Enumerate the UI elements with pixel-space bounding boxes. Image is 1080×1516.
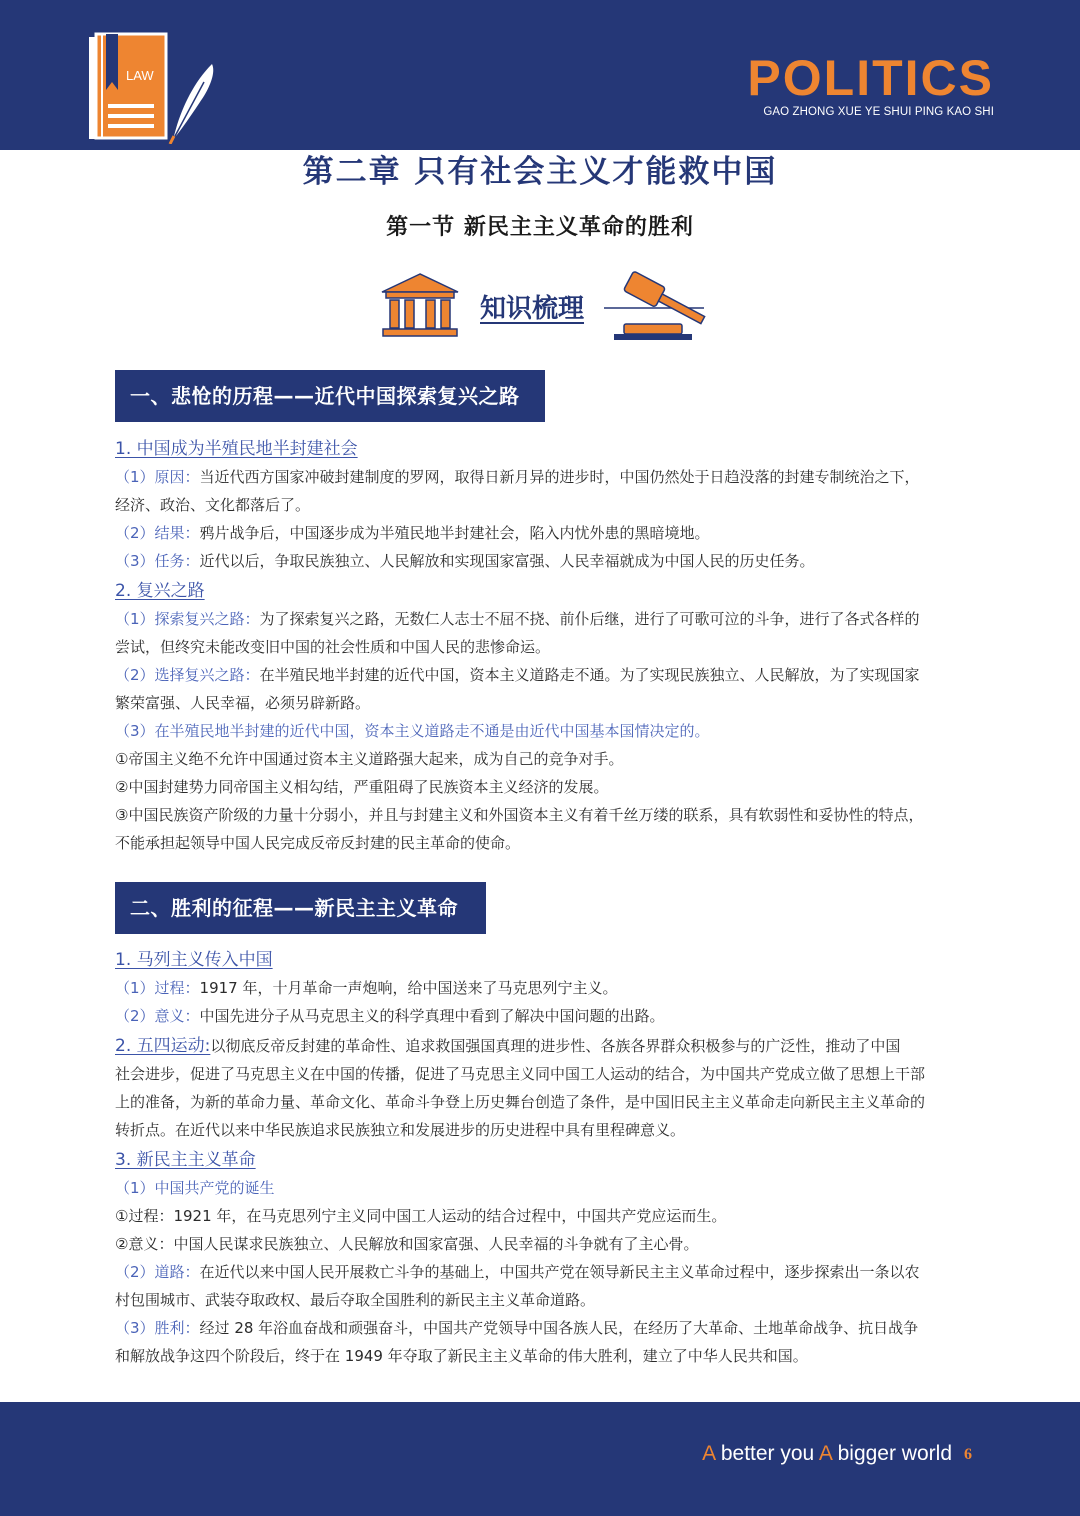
chapter-title: 第二章 只有社会主义才能救中国 <box>302 154 778 190</box>
text-victory-a: 经过 28 年浴血奋战和顽强奋斗，中国共产党领导中国各族人民，在经历了大革命、土地革命战争、抗日战争 <box>199 1319 919 1337</box>
section-banner-1: 一、悲怆的历程——近代中国探索复兴之路 <box>115 370 545 422</box>
text-task: 近代以后，争取民族独立、人民解放和实现国家富强、人民幸福就成为中国人民的历史任务。 <box>199 552 815 570</box>
heading-revival-road[interactable]: 2. 复兴之路 <box>115 581 205 601</box>
section-title: 第一节 新民主主义革命的胜利 <box>386 215 694 240</box>
text-may-fourth-b: 社会进步，促进了马克思主义在中国的传播，促进了马克思主义同中国工人运动的结合，为中国共产党成立做了思想上干部 <box>115 1065 926 1083</box>
heading-may-fourth[interactable]: 2. 五四运动: <box>115 1036 211 1056</box>
reason-2: ②中国封建势力同帝国主义相勾结，严重阻碍了民族资本主义经济的发展。 <box>115 778 609 796</box>
footer-slogan <box>702 1442 952 1466</box>
brand-title: POLITICS <box>747 50 994 106</box>
knowledge-heading <box>380 268 710 344</box>
label-meaning: （2）意义： <box>115 1007 200 1025</box>
label-victory: （3）胜利： <box>115 1319 200 1337</box>
text-may-fourth-c: 上的准备，为新的革命力量、革命文化、革命斗争登上历史舞台创造了条件，是中国旧民主主义革命走向新民主主义革命的 <box>115 1093 926 1111</box>
part1-content <box>115 435 967 857</box>
label-result: （2）结果： <box>115 524 200 542</box>
label-cause: （1）原因： <box>115 468 200 486</box>
heading-marxism[interactable]: 1. 马列主义传入中国 <box>115 950 273 970</box>
brand-subtitle: GAO ZHONG XUE YE SHUI PING KAO SHI <box>763 106 994 118</box>
heading-new-democratic[interactable]: 3. 新民主主义革命 <box>115 1150 256 1170</box>
slogan-a-1: A <box>702 1442 715 1465</box>
text-explore-b: 尝试，但终究未能改变旧中国的社会性质和中国人民的悲惨命运。 <box>115 638 551 656</box>
text-cpc-birth: （1）中国共产党的诞生 <box>115 1179 275 1197</box>
text-cause-a: 当近代西方国家冲破封建制度的罗网，取得日新月异的进步时，中国仍然处于日趋没落的封建专制统治之下， <box>199 468 920 486</box>
slogan-text-2: bigger world <box>831 1442 952 1465</box>
text-cause-b: 经济、政治、文化都落后了。 <box>115 496 311 514</box>
gavel-icon <box>604 268 712 342</box>
page-header <box>0 0 1080 150</box>
text-choose-b: 繁荣富强、人民幸福，必须另辟新路。 <box>115 694 371 712</box>
label-road: （2）道路： <box>115 1263 200 1281</box>
knowledge-label: 知识梳理 <box>480 294 585 324</box>
text-meaning: 中国先进分子从马克思主义的科学真理中看到了解决中国问题的出路。 <box>199 1007 665 1025</box>
text-result: 鸦片战争后，中国逐步成为半殖民地半封建社会，陷入内忧外患的黑暗境地。 <box>199 524 710 542</box>
reason-3a: ③中国民族资产阶级的力量十分弱小，并且与封建主义和外国资本主义有着千丝万缕的联系，具有软弱性和妥协性的特点， <box>115 806 924 824</box>
reason-1: ①帝国主义绝不允许中国通过资本主义道路强大起来，成为自己的竞争对手。 <box>115 750 624 768</box>
label-explore: （1）探索复兴之路： <box>115 610 260 628</box>
text-may-fourth-d: 转折点。在近代以来中华民族追求民族独立和发展进步的历史进程中具有里程碑意义。 <box>115 1121 686 1139</box>
reason-3b: 不能承担起领导中国人民完成反帝反封建的民主革命的使命。 <box>115 834 521 852</box>
section-banner-2: 二、胜利的征程——新民主主义革命 <box>115 882 486 934</box>
text-road-b: 村包围城市、武装夺取政权、最后夺取全国胜利的新民主主义革命道路。 <box>115 1291 596 1309</box>
courthouse-icon <box>380 272 460 338</box>
slogan-text-1: better you <box>715 1442 819 1465</box>
slogan-a-2: A <box>818 1442 832 1465</box>
label-choose: （2）选择复兴之路： <box>115 666 260 684</box>
text-explore-a: 为了探索复兴之路，无数仁人志士不屈不挠、前仆后继，进行了可歌可泣的斗争，进行了各式各样的 <box>259 610 920 628</box>
logo-law-text: LAW <box>126 68 154 83</box>
text-choose-a: 在半殖民地半封建的近代中国，资本主义道路走不通。为了实现民族独立、人民解放，为了实现国家 <box>259 666 920 684</box>
heading-semi-colonial[interactable]: 1. 中国成为半殖民地半封建社会 <box>115 439 358 459</box>
text-may-fourth-a: 以彻底反帝反封建的革命性、追求救国强国真理的进步性、各族各界群众积极参与的广泛性，推动了中国 <box>210 1037 901 1055</box>
text-cpc-meaning: ②意义：中国人民谋求民族独立、人民解放和国家富强、人民幸福的斗争就有了主心骨。 <box>115 1235 699 1253</box>
page-footer <box>0 1402 1080 1516</box>
text-capitalism-blocked: （3）在半殖民地半封建的近代中国，资本主义道路走不通是由近代中国基本国情决定的。 <box>115 722 710 740</box>
label-process: （1）过程： <box>115 979 200 997</box>
brand-block <box>747 52 994 118</box>
part2-content <box>115 946 967 1370</box>
text-victory-b: 和解放战争这四个阶段后，终于在 1949 年夺取了新民主主义革命的伟大胜利，建立了中华人民共和国。 <box>115 1347 808 1365</box>
law-book-quill-logo <box>88 32 228 144</box>
page-number: 6 <box>964 1446 972 1463</box>
label-task: （3）任务： <box>115 552 200 570</box>
text-cpc-process: ①过程：1921 年，在马克思列宁主义同中国工人运动的结合过程中，中国共产党应运而生。 <box>115 1207 727 1225</box>
text-road-a: 在近代以来中国人民开展救亡斗争的基础上，中国共产党在领导新民主主义革命过程中，逐步探索出一条以农 <box>199 1263 920 1281</box>
text-process: 1917 年，十月革命一声炮响，给中国送来了马克思列宁主义。 <box>199 979 618 997</box>
